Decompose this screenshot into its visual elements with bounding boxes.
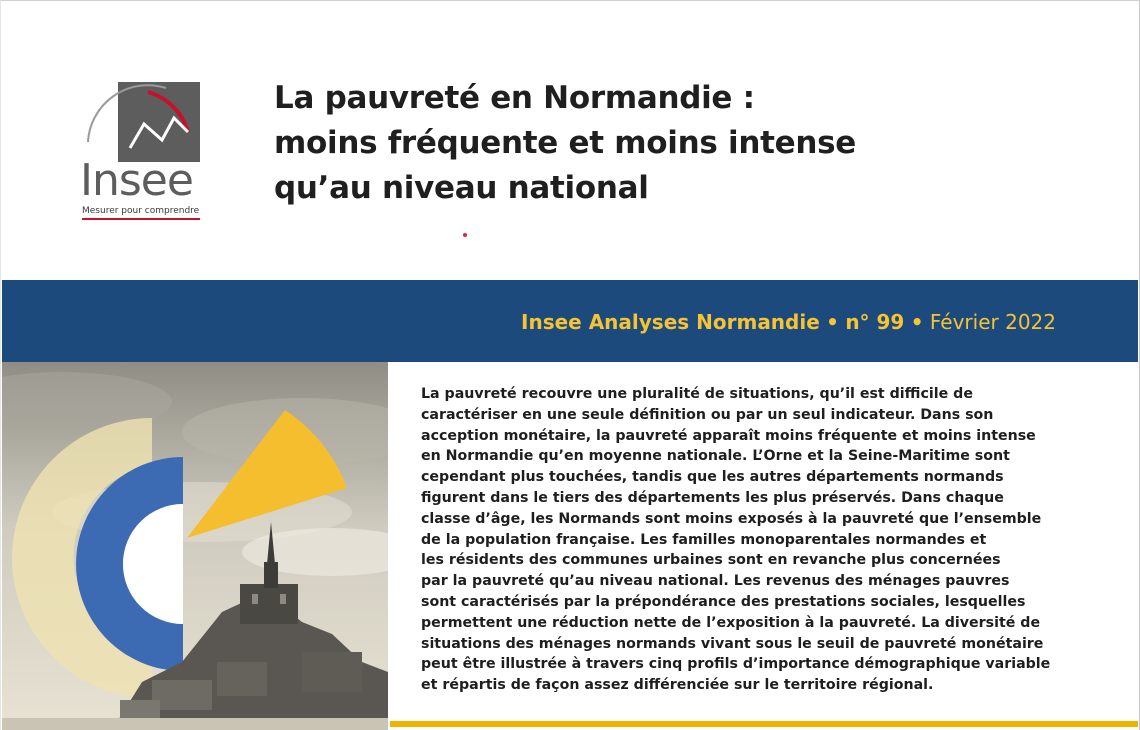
abstract-line: et répartis de façon assez différenciée sur le territoire régional. [421,677,934,694]
abstract-line: classe d’âge, les Normands sont moins exposés à la pauvreté que l’ensemble [421,510,1042,527]
publication-reference [521,310,1056,334]
logo-tagline: Mesurer pour comprendre [82,206,200,216]
abstract-line: sont caractérisés par la prépondérance des prestations sociales, lesquelles [421,593,1026,610]
abstract-line: situations des ménages normands vivant sous le seuil de pauvreté monétaire [421,635,1044,652]
abstract-line: caractériser en une seule définition ou par un seul indicateur. Dans son [421,406,994,423]
abstract-line: La pauvreté recouvre une pluralité de situations, qu’il est difficile de [421,386,973,402]
abstract-line: permettent une réduction nette de l’exposition à la pauvreté. La diversité de [421,614,1041,631]
insee-logo [78,80,208,222]
abstract-line: peut être illustrée à travers cinq profils d’importance démographique variable [421,656,1051,673]
abstract-line: en Normandie qu’en moyenne nationale. L’Orne et la Seine-Maritime sont [421,448,1010,465]
logo-underline [82,218,200,220]
abstract-line: par la pauvreté qu’au niveau national. Les revenus des ménages pauvres [421,573,1010,590]
abstract-text [421,384,1101,696]
abstract-line: figurent dans le tiers des départements les plus préservés. Dans chaque [421,489,1004,506]
abstract-line: de la population française. Les familles monoparentales normandes et [421,531,987,548]
issue-date: Février 2022 [929,310,1056,334]
abstract-line: acception monétaire, la pauvreté apparaît moins fréquente et moins intense [421,427,1036,444]
logo-wordmark: Insee [80,155,193,206]
abstract-line: cependant plus touchées, tandis que les autres départements normands [421,469,1004,486]
page-title [274,76,994,211]
red-dot-icon [463,233,467,237]
title-line: La pauvreté en Normandie : [274,80,755,116]
separator: • [910,310,924,334]
series-name: Insee Analyses Normandie [521,310,820,334]
issue-number: n° 99 [845,310,905,334]
separator: • [826,310,839,334]
publication-band [2,280,1138,362]
mont-saint-michel-icon [2,362,388,730]
accent-rule [390,721,1138,727]
abstract-line: les résidents des communes urbaines sont en revanche plus concernées [421,552,1001,569]
cover-illustration [2,362,388,730]
title-line: qu’au niveau national [274,170,649,206]
title-line: moins fréquente et moins intense [274,125,856,161]
